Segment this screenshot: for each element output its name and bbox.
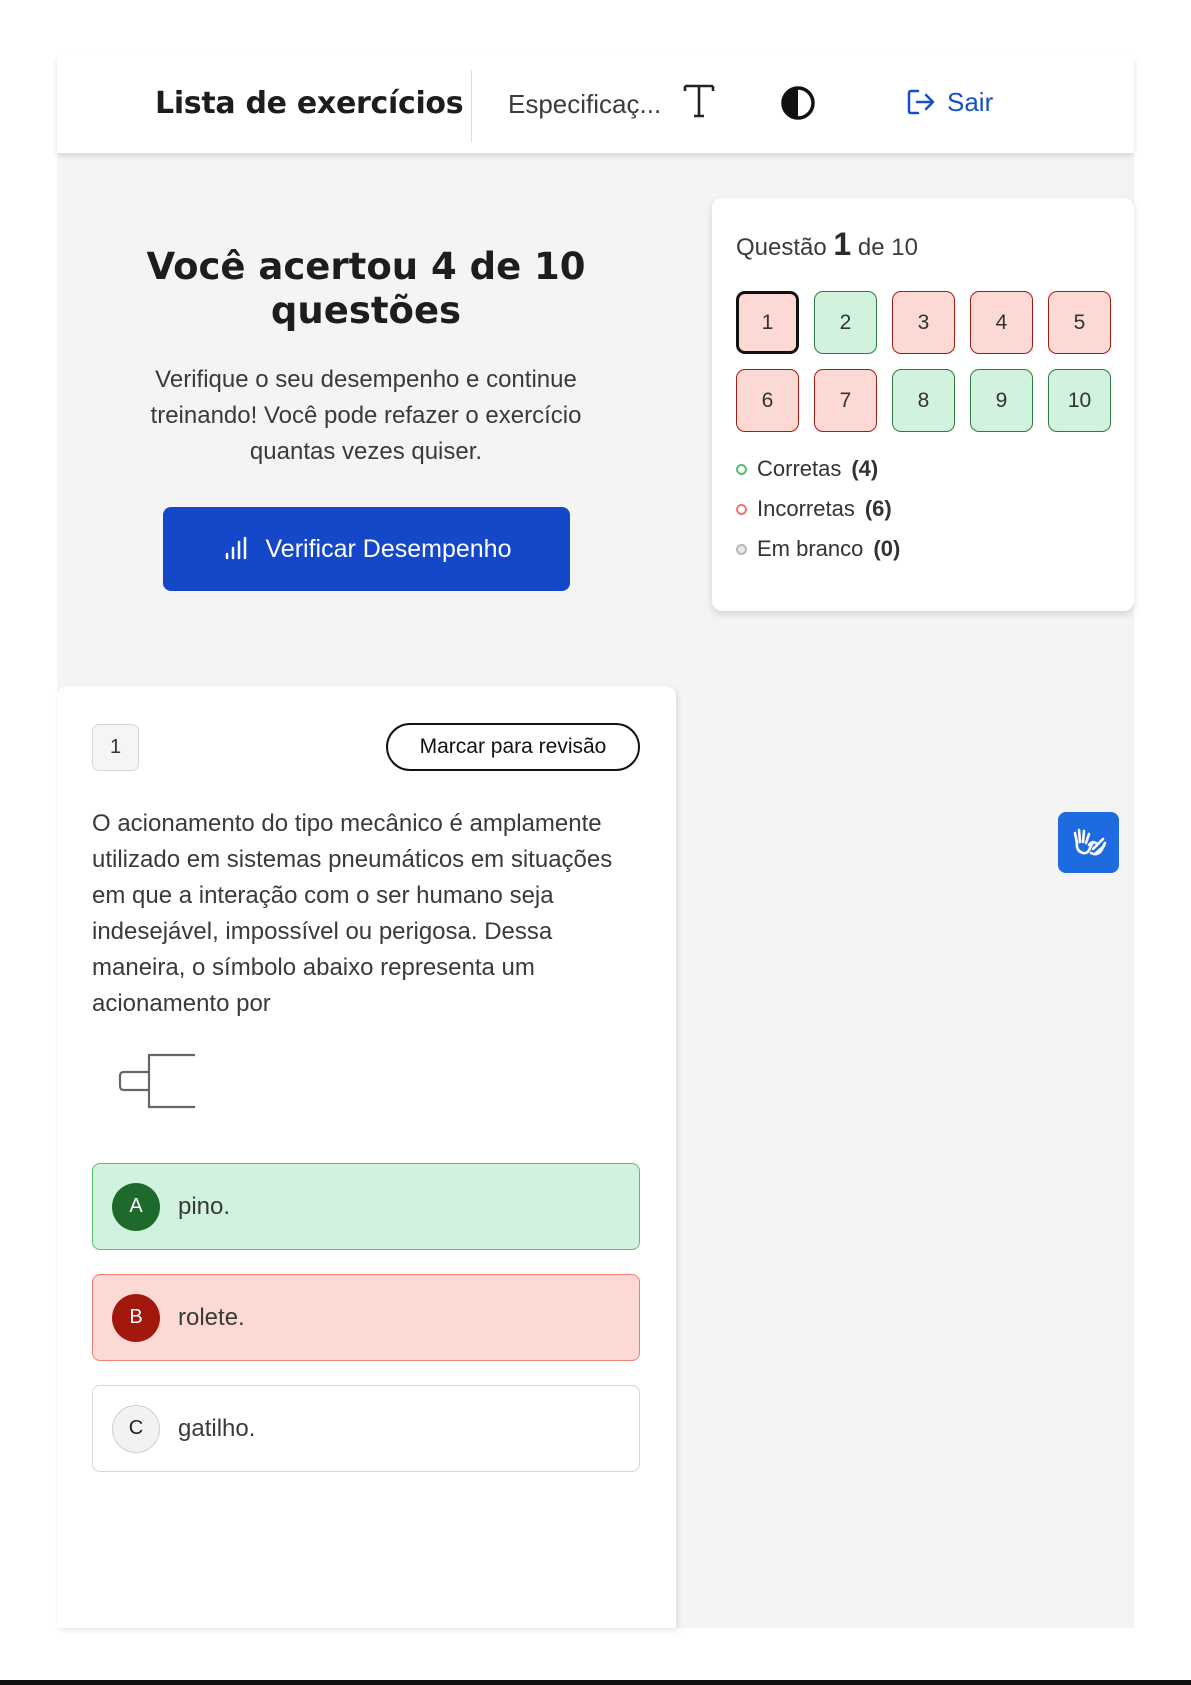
verify-performance-button[interactable] [163, 507, 570, 591]
sign-language-icon [1069, 823, 1109, 863]
bottom-border [0, 1680, 1191, 1685]
logout-icon [905, 86, 937, 118]
mark-for-review-button[interactable]: Marcar para revisão [386, 723, 640, 771]
question-nav-button[interactable]: 4 [970, 291, 1033, 354]
question-indicator-suffix: de 10 [857, 234, 918, 261]
legend-blank [736, 536, 900, 562]
legend-incorrect [736, 496, 892, 522]
sign-language-button[interactable] [1058, 812, 1119, 873]
answer-option-c[interactable] [92, 1385, 640, 1472]
question-nav-button[interactable]: 6 [736, 369, 799, 432]
contrast-icon[interactable] [780, 85, 816, 121]
page-title: Lista de exercícios [155, 86, 464, 121]
question-indicator-current: 1 [833, 226, 852, 262]
bar-chart-icon [222, 536, 248, 562]
mechanical-actuation-symbol [112, 1048, 198, 1114]
legend-incorrect-count: (6) [864, 496, 892, 521]
question-indicator-prefix: Questão [736, 234, 827, 261]
font-size-icon[interactable] [682, 80, 716, 120]
question-nav-button[interactable]: 1 [736, 291, 799, 354]
verify-performance-label: Verificar Desempenho [265, 534, 512, 563]
question-nav-button[interactable]: 5 [1048, 291, 1111, 354]
legend-correct-dot [736, 464, 747, 475]
question-indicator [736, 226, 918, 263]
option-letter: B [112, 1294, 160, 1342]
question-nav-button[interactable]: 9 [970, 369, 1033, 432]
legend-blank-dot [736, 544, 747, 555]
legend-correct [736, 456, 878, 482]
header-divider [471, 70, 472, 142]
legend-blank-count: (0) [873, 536, 901, 561]
option-text: pino. [178, 1192, 231, 1220]
answer-option-b[interactable] [92, 1274, 640, 1361]
question-statement: O acionamento do tipo mecânico é amplamente utilizado em sistemas pneumáticos em situações em que a interação com o ser humano seja indesejável, impossível ou perigosa. Dessa maneira, o símbolo abaixo representa um acionamento por [92, 810, 613, 1017]
question-nav-button[interactable]: 10 [1048, 369, 1111, 432]
question-nav-button[interactable]: 2 [814, 291, 877, 354]
top-header [57, 56, 1134, 153]
option-text: gatilho. [178, 1414, 256, 1442]
legend-incorrect-dot [736, 504, 747, 515]
question-nav-button[interactable]: 8 [892, 369, 955, 432]
question-nav-button[interactable]: 7 [814, 369, 877, 432]
answer-option-a[interactable] [92, 1163, 640, 1250]
question-navigator [712, 198, 1134, 611]
legend-blank-label: Em branco [757, 536, 864, 561]
result-title: Você acertou 4 de 10 questões [146, 245, 586, 332]
logout-button[interactable] [905, 86, 993, 118]
question-nav-button[interactable]: 3 [892, 291, 955, 354]
legend-correct-label: Corretas [757, 456, 842, 481]
option-text: rolete. [178, 1303, 245, 1331]
question-number-badge: 1 [92, 724, 139, 771]
option-letter: A [112, 1183, 160, 1231]
legend-correct-count: (4) [851, 456, 879, 481]
result-description: Verifique o seu desempenho e continue treinando! Você pode refazer o exercício quantas vezes quiser. [150, 366, 582, 465]
legend-incorrect-label: Incorretas [757, 496, 855, 521]
question-card [57, 686, 676, 1628]
option-letter: C [112, 1405, 160, 1453]
logout-label: Sair [947, 86, 994, 117]
specification-dropdown[interactable]: Especificaç... [508, 89, 662, 119]
